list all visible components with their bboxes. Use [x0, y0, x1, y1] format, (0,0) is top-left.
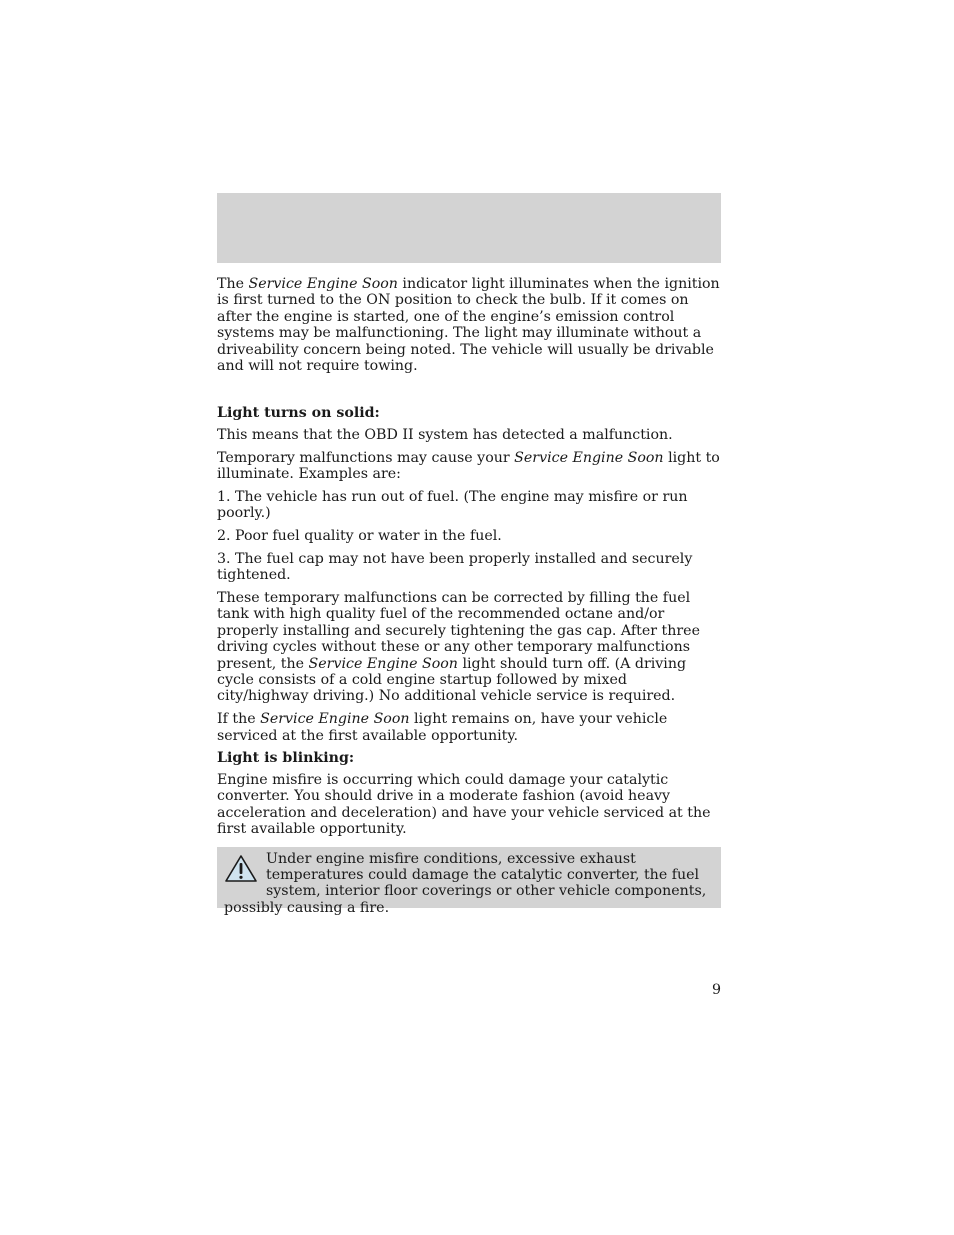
- section-header-band: [217, 193, 721, 263]
- page-number: 9: [711, 982, 721, 998]
- solid-p4-end: light remains on, have your vehicle serviced at the first available opportunity.: [217, 711, 668, 744]
- example-item-2: 2. Poor fuel quality or water in the fuel.: [217, 528, 502, 545]
- solid-p3-indicator-name: Service Engine Soon: [308, 655, 458, 672]
- solid-paragraph-3: [217, 590, 721, 705]
- intro-indicator-name: Service Engine Soon: [248, 276, 398, 292]
- warning-box: [217, 847, 721, 916]
- intro-paragraph: [217, 276, 721, 374]
- blinking-paragraph-1: Engine misfire is occurring which could damage your catalytic converter. You should drive in a moderate fashion (avoid heavy acceleration and deceleration) and have your vehicle serviced at the first available opportunity.: [217, 771, 711, 838]
- example-item-3: 3. The fuel cap may not have been properly installed and securely tightened.: [217, 550, 693, 584]
- solid-paragraph-2: [217, 450, 721, 483]
- solid-p3-end: light should turn off. (A driving cycle consists of a cold engine startup followed by mixed city/highway driving.) No additional vehicle service is required.: [217, 655, 687, 705]
- warning-triangle-icon: [224, 854, 258, 884]
- solid-p2-start: Temporary malfunctions may cause your: [217, 449, 515, 466]
- blinking-heading: Light is blinking:: [217, 750, 355, 767]
- solid-p2-end: light to illuminate. Examples are:: [217, 449, 720, 483]
- solid-paragraph-4: [217, 711, 721, 744]
- intro-text-start: The: [217, 276, 249, 292]
- solid-p2-indicator-name: Service Engine Soon: [514, 449, 664, 466]
- warning-text: Under engine misfire conditions, excessive exhaust temperatures could damage the catalytic converter, the fuel system, interior floor coverings or other vehicle components, possibly causing a fire.: [224, 850, 707, 916]
- solid-p4-indicator-name: Service Engine Soon: [260, 711, 410, 728]
- example-item-1: 1. The vehicle has run out of fuel. (The engine may misfire or run poorly.): [217, 488, 688, 522]
- intro-text-end: indicator light illuminates when the ignition is first turned to the ON position to check the bulb. If it comes on after the engine is started, one of the engine’s emission control systems may be malfunctioning. The light may illuminate without a driveability concern being noted. The vehicle will usually be drivable and will not require towing.: [217, 276, 720, 375]
- page-content: [217, 276, 721, 916]
- solid-p4-start: If the: [217, 711, 261, 728]
- solid-paragraph-1: This means that the OBD II system has detected a malfunction.: [217, 426, 673, 443]
- solid-heading: Light turns on solid:: [217, 405, 380, 422]
- solid-p3-start: These temporary malfunctions can be corrected by filling the fuel tank with high quality fuel of the recommended octane and/or properly installing and securely tightening the gas cap. After three driving cycles without these or any other temporary malfunctions present, the: [217, 590, 700, 672]
